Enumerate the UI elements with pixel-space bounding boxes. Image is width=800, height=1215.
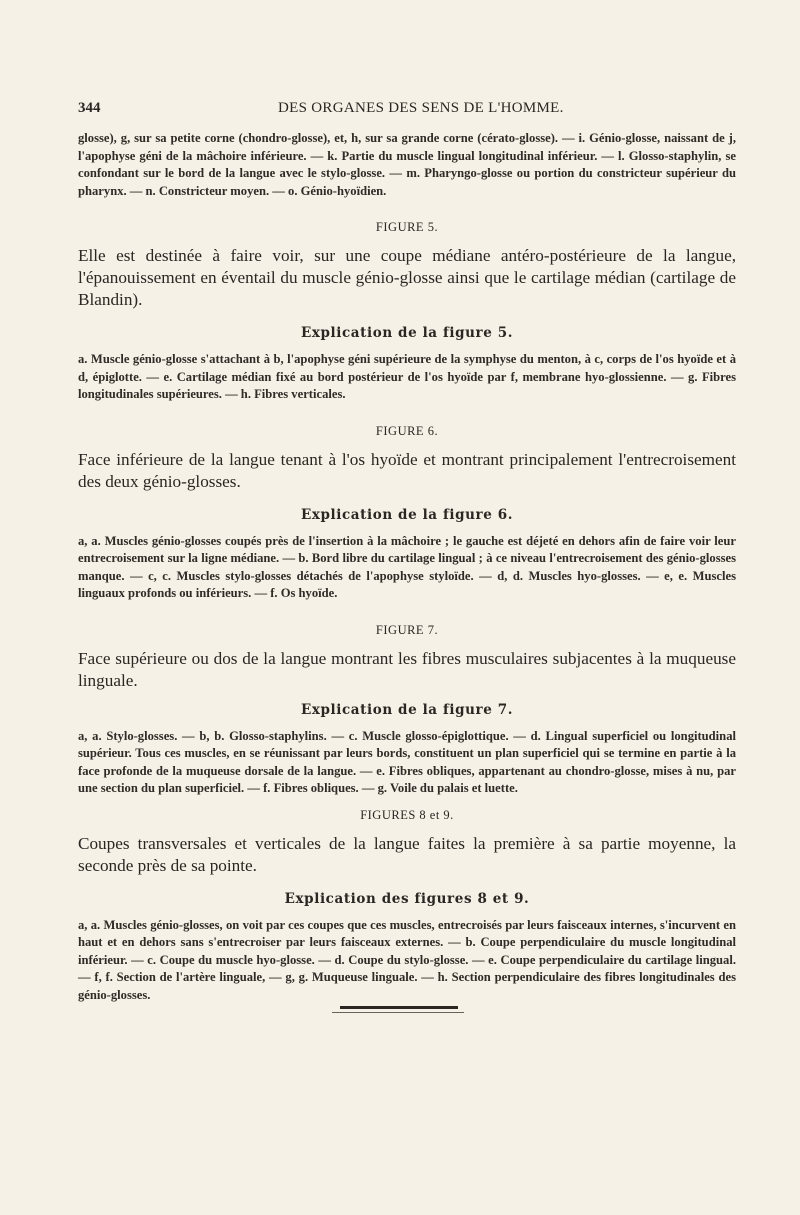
running-title: DES ORGANES DES SENS DE L'HOMME.: [278, 100, 564, 116]
explication-7-heading: Explication de la figure 7.: [300, 701, 514, 718]
figure-6-heading: FIGURE 6.: [375, 423, 439, 438]
end-rule-thin: [332, 1012, 464, 1013]
page-content: [78, 130, 736, 1004]
figure-5-description: Elle est destinée à faire voir, sur une coupe médiane antéro-postérieure de la langue, l'épanouissement en éventail du muscle génio-glosse ainsi que le cartilage médian (cartilage de Blandin).: [78, 246, 736, 309]
page-number: 344: [78, 100, 101, 116]
intro-paragraph: glosse), g, sur sa petite corne (chondro-glosse), et, h, sur sa grande corne (cérato-glosse). — i. Génio-glosse, naissant de j, l'apophyse géni de la mâchoire inférieure. — k. Partie du muscle lingual longitudinal inférieur. — l. Glosso-staphylin, se confondant sur le bord de la langue avec le stylo-glosse. — m. Pharyngo-glosse ou portion du constricteur supérieur du pharynx. — n. Constricteur moyen. — o. Génio-hyoïdien.: [78, 131, 736, 198]
explication-7-text: a, a. Stylo-glosses. — b, b. Glosso-staphylins. — c. Muscle glosso-épiglottique. — d. Lingual superficiel ou longitudinal supérieur. Tous ces muscles, en se réunissant par leurs bords, constituent un plan superficiel qui se termine en partie à la face profonde de la muqueuse dorsale de la langue. — e. Fibres obliques, appartenant au chondro-glosse, mises à nu, par une section du plan superficiel. — f. Fibres obliques. — g. Voile du palais et luette.: [78, 728, 736, 795]
figures-8-9-description: Coupes transversales et verticales de la langue faites la première à sa partie moyenne, la seconde près de sa pointe.: [78, 833, 736, 875]
end-rule: [340, 1006, 458, 1009]
explication-8-9-text: a, a. Muscles génio-glosses, on voit par ces coupes que ces muscles, entrecroisés par leurs faisceaux internes, s'incurvent en haut et en dehors sans s'entrecroiser par leurs faisceaux externes. — b. Coupe perpendiculaire du muscle longitudinal inférieur. — c. Coupe du muscle hyo-glosse. — d. Coupe du stylo-glosse. — e. Coupe perpendiculaire du cartilage lingual. — f, f. Section de l'artère linguale, — g, g. Muqueuse linguale. — h. Section perpendiculaire des fibres longitudinales des génio-glosses.: [78, 917, 736, 1002]
explication-5-heading: Explication de la figure 5.: [300, 325, 514, 341]
figures-8-9-heading: FIGURES 8 et 9.: [360, 807, 454, 822]
figure-7-description: Face supérieure ou dos de la langue montrant les fibres musculaires subjacentes à la muqueuse linguale.: [78, 648, 736, 690]
figure-7-heading: FIGURE 7.: [375, 622, 439, 637]
figure-6-description: Face inférieure de la langue tenant à l'os hyoïde et montrant principalement l'entrecroisement des deux génio-glosses.: [78, 449, 736, 491]
figure-5-heading: FIGURE 5.: [375, 220, 439, 234]
explication-6-heading: Explication de la figure 6.: [300, 506, 514, 523]
explication-5-text: a. Muscle génio-glosse s'attachant à b, l'apophyse géni supérieure de la symphyse du menton, à c, corps de l'os hyoïde et à d, épiglotte. — e. Cartilage médian fixé au bord postérieur de l'os hyoïde par f, membrane hyo-glossienne. — g. Fibres longitudinales supérieures. — h. Fibres verticales.: [78, 352, 736, 401]
running-head: [78, 100, 736, 122]
explication-6-text: a, a. Muscles génio-glosses coupés près de l'insertion à la mâchoire ; le gauche est déjeté en dehors afin de faire voir leur entrecroisement sur la ligne médiane. — b. Bord libre du cartilage lingual ; à ce niveau l'entrecroisement des génio-glosses manque. — c, c. Muscles stylo-glosses détachés de l'apophyse styloïde. — d, d. Muscles hyo-glosses. — e, e. Muscles linguaux profonds ou inférieurs. — f. Os hyoïde.: [78, 533, 736, 600]
explication-8-9-heading: Explication des figures 8 et 9.: [284, 890, 530, 907]
